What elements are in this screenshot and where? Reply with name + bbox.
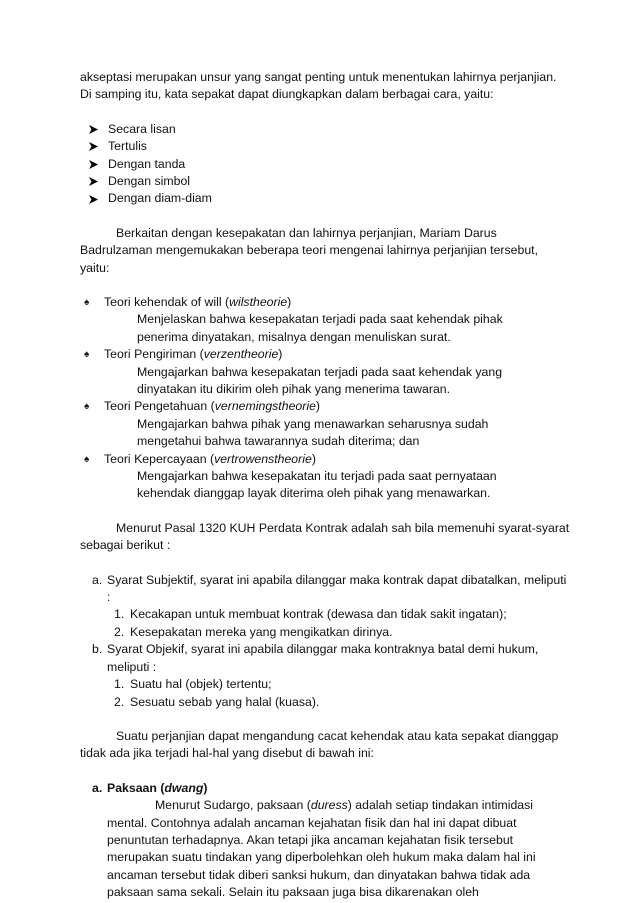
theory-item: ♠ Teori kehendak of will (wilstheorie) Menjelaskan bahwa kesepakatan terjadi pada saat kehendak pihak penerima dinyatakan, misalnya dengan menuliskan surat. xyxy=(80,294,570,346)
theory-term: vertrowenstheorie xyxy=(214,451,312,466)
agreement-ways-list xyxy=(80,121,570,208)
pasal-intro-paragraph: Menurut Pasal 1320 KUH Perdata Kontrak adalah sah bila memenuhi syarat-syarat sebagai berikut : xyxy=(80,520,570,553)
syarat-item: b. Syarat Objekif, syarat ini apabila dilanggar maka kontraknya batal demi hukum, meliputi : 1. Suatu hal (objek) tertentu; 2. Sesuatu sebab yang halal (kuasa). xyxy=(80,641,570,711)
spade-bullet-icon: ♠ xyxy=(84,401,90,413)
theory-name: Teori Pengiriman ( xyxy=(104,347,204,362)
syarat-list xyxy=(80,572,570,711)
list-item: Dengan tanda xyxy=(88,156,570,173)
syarat-text: Syarat Objekif, syarat ini apabila dilanggar maka kontraknya batal demi hukum, meliputi : xyxy=(107,642,539,674)
arrow-bullet-icon xyxy=(88,141,108,152)
document-page xyxy=(80,69,570,902)
theory-name: Teori Kepercayaan ( xyxy=(104,451,215,466)
theory-description: Mengajarkan bahwa kesepakatan terjadi pada saat kehendak yang dinyatakan itu dikirim oleh pihak yang menerima tawaran. xyxy=(137,364,503,397)
theory-term: verzentheorie xyxy=(203,347,279,362)
paksaan-text: Menurut Sudargo, paksaan (duress) adalah setiap tindakan intimidasi mental. Contohnya adalah ancaman kejahatan fisik dan hal ini dapat dibuat penuntutan terhadapnya. Akan tetapi jika ancaman kejahatan fisik tersebut merupakan suatu tindakan yang diperbolehkan oleh hukum maka dalam hal ini ancaman tersebut tidak diberi sanksi hukum, dan dinyatakan bahwa tidak ada paksaan sama sekali. Selain itu paksaan juga bisa dikarenakan oleh xyxy=(107,798,536,900)
spade-bullet-icon: ♠ xyxy=(84,453,90,465)
list-item: Tertulis xyxy=(88,138,570,155)
paksaan-section: a. Paksaan (dwang) Menurut Sudargo, paksaan (duress) adalah setiap tindakan intimidasi mental. Contohnya adalah ancaman kejahatan fisik dan hal ini dapat dibuat penuntutan terhadapnya. Akan tetapi jika ancaman kejahatan fisik tersebut merupakan suatu tindakan yang diperbolehkan oleh hukum maka dalam hal ini ancaman tersebut tidak diberi sanksi hukum, dan dinyatakan bahwa tidak ada paksaan sama sekali. Selain itu paksaan juga bisa dikarenakan oleh xyxy=(80,780,570,902)
spade-bullet-icon: ♠ xyxy=(84,349,90,361)
list-item: Dengan diam-diam xyxy=(88,190,570,207)
arrow-bullet-icon xyxy=(88,176,108,187)
intro-paragraph: akseptasi merupakan unsur yang sangat penting untuk menentukan lahirnya perjanjian. Di samping itu, kata sepakat dapat diungkapkan dalam berbagai cara, yaitu: xyxy=(80,70,557,102)
theory-item: ♠ Teori Pengetahuan (vernemingstheorie) Mengajarkan bahwa pihak yang menawarkan seharusnya sudah mengetahui bahwa tawarannya sudah diterima; dan xyxy=(80,398,570,450)
theory-name: Teori kehendak of will ( xyxy=(104,294,230,309)
syarat-subitem: 1. Suatu hal (objek) tertentu; xyxy=(114,677,272,692)
theory-description: Mengajarkan bahwa pihak yang menawarkan seharusnya sudah mengetahui bahwa tawarannya sudah diterima; dan xyxy=(137,416,489,449)
theory-term: wilstheorie xyxy=(229,294,288,309)
theory-description: Mengajarkan bahwa kesepakatan itu terjadi pada saat pernyataan kehendak dianggap layak diterima oleh pihak yang menawarkan. xyxy=(137,469,497,501)
syarat-subitem: 1. Kecakapan untuk membuat kontrak (dewasa dan tidak sakit ingatan); xyxy=(114,607,507,622)
theory-name: Teori Pengetahuan ( xyxy=(104,399,215,414)
paksaan-heading: Paksaan (dwang) xyxy=(107,780,208,795)
theory-description: Menjelaskan bahwa kesepakatan terjadi pada saat kehendak pihak penerima dinyatakan, misalnya dengan menuliskan surat. xyxy=(137,312,503,344)
list-item: Secara lisan xyxy=(88,121,570,138)
theory-item: ♠ Teori Pengiriman (verzentheorie) Mengajarkan bahwa kesepakatan terjadi pada saat kehendak yang dinyatakan itu dikirim oleh pihak yang menerima tawaran. xyxy=(80,346,570,398)
theories-intro-paragraph: Berkaitan dengan kesepakatan dan lahirnya perjanjian, Mariam Darus Badrulzaman mengemukakan beberapa teori mengenai lahirnya perjanjian tersebut, yaitu: xyxy=(80,225,538,275)
arrow-bullet-icon xyxy=(88,124,108,135)
syarat-item: a. Syarat Subjektif, syarat ini apabila dilanggar maka kontrak dapat dibatalkan, meliputi : 1. Kecakapan untuk membuat kontrak (dewasa dan tidak sakit ingatan); 2. Kesepakatan mereka yang mengikatkan dirinya. xyxy=(80,572,570,642)
theory-item: ♠ Teori Kepercayaan (vertrowenstheorie) Mengajarkan bahwa kesepakatan itu terjadi pada saat pernyataan kehendak dianggap layak diterima oleh pihak yang menawarkan. xyxy=(80,451,570,503)
list-item: Dengan simbol xyxy=(88,173,570,190)
syarat-text: Syarat Subjektif, syarat ini apabila dilanggar maka kontrak dapat dibatalkan, meliputi : xyxy=(107,572,567,605)
arrow-bullet-icon xyxy=(88,194,108,205)
theory-term: vernemingstheorie xyxy=(214,399,316,414)
cacat-intro-paragraph: Suatu perjanjian dapat mengandung cacat kehendak atau kata sepakat dianggap tidak ada jika terjadi hal-hal yang disebut di bawah ini: xyxy=(80,728,559,761)
theories-list xyxy=(80,294,570,503)
spade-bullet-icon: ♠ xyxy=(84,296,90,308)
arrow-bullet-icon xyxy=(88,159,108,170)
syarat-subitem: 2. Kesepakatan mereka yang mengikatkan dirinya. xyxy=(114,624,393,639)
syarat-subitem: 2. Sesuatu sebab yang halal (kuasa). xyxy=(114,694,320,709)
